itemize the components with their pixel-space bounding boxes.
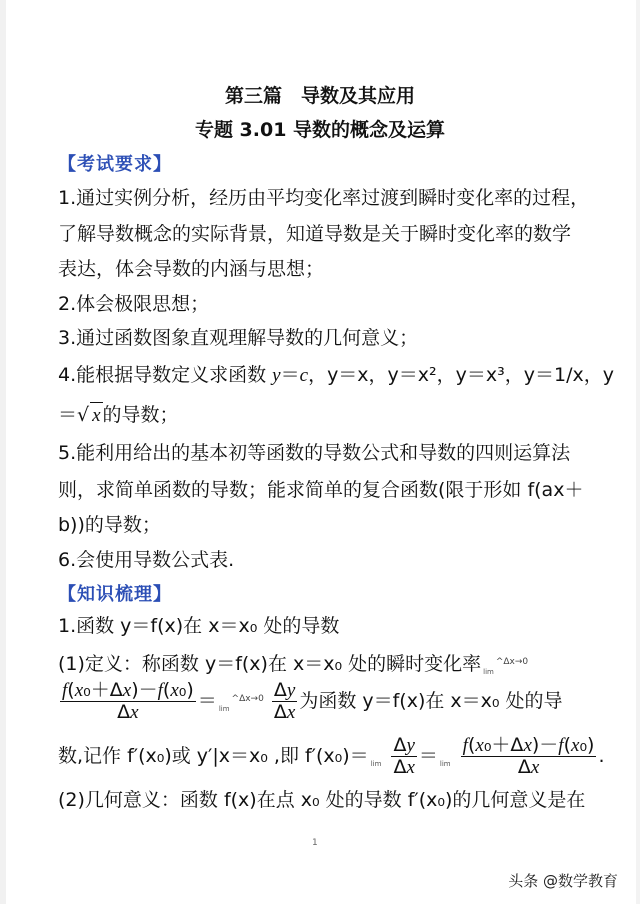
- k1-definition-text: (1)定义：称函数 y＝f(x)在 x＝x₀ 处的瞬时变化率: [58, 653, 482, 675]
- req5-line1: 5.能利用给出的基本初等函数的导数公式和导数的四则运算法: [58, 442, 571, 464]
- delta-x-to-zero: ^Δx→0: [495, 657, 529, 667]
- req4-line2: [58, 402, 179, 428]
- chapter-title: 第三篇 导数及其应用: [224, 85, 415, 107]
- req4-prefix: 4.能根据导数定义求函数: [58, 364, 273, 386]
- k1-geometric-meaning: (2)几何意义：函数 f(x)在点 x₀ 处的导数 f′(x₀)的几何意义是在: [58, 789, 586, 811]
- page-number: 1: [312, 838, 318, 848]
- k1-definition-line2: $\frac{\text{f(x₀＋Δx)－f(x₀)}}{\Delta x}$ ＝ $_{lim}^{\^{}\Delta x\to 0}$ $\frac{\Delta y}{\Delta x}$ 为函数 y＝f(x)在 x＝x₀ 处的导: [62, 679, 563, 723]
- watermark: [504, 868, 622, 893]
- req5-line2: 则，求简单函数的导数；能求简单的复合函数(限于形如 f(ax＋: [58, 479, 584, 501]
- req5-line3: b))的导数；: [58, 514, 161, 536]
- watermark-text: 头条 @数学教育: [508, 872, 618, 890]
- delta-x-to-zero-2: ^Δx→0: [231, 694, 264, 704]
- req2-line: 2.体会极限思想；: [58, 293, 210, 315]
- lim-mark-3: lim: [370, 760, 382, 768]
- req1-line2: 了解导数概念的实际背景，知道导数是关于瞬时变化率的数学: [58, 223, 572, 245]
- lim-mark: lim: [483, 668, 494, 676]
- req3-line: 3.通过函数图象直观理解导数的几何意义；: [58, 327, 419, 349]
- k1-notation-text: 数,记作 f′(x₀)或 y′|x＝x₀ ,即 f′(x₀)＝: [58, 745, 369, 767]
- delta-y-over-delta-x-2: $\frac{\Delta y}{\Delta x}$: [393, 734, 415, 778]
- req4-function-list: ，y＝x，y＝x²，y＝x³，y＝1/x，y: [308, 364, 614, 386]
- req6-line: 6.会使用导数公式表.: [58, 549, 235, 571]
- req4-y: y: [272, 365, 281, 386]
- req1-line1: 1.通过实例分析，经历由平均变化率过渡到瞬时变化率的过程，: [58, 187, 590, 209]
- req4-sqrt-expr: ＝√ x: [58, 404, 101, 426]
- k1-definition-line3: 数,记作 f′(x₀)或 y′|x＝x₀ ,即 f′(x₀)＝ $_{lim}$ $\frac{\Delta y}{\Delta x}$ ＝ $_{lim}$ $\frac{\text{f(x₀＋Δx)－f(x₀)}}{\Delta x}$ .: [58, 734, 605, 778]
- req4-line1: [58, 363, 614, 388]
- difference-quotient-2: $\frac{\text{f(x₀＋Δx)－f(x₀)}}{\Delta x}$: [462, 734, 595, 778]
- k1-title: 1.函数 y＝f(x)在 x＝x₀ 处的导数: [58, 615, 340, 637]
- k1-definition-line1: [58, 650, 528, 684]
- difference-quotient: $\frac{\text{f(x₀＋Δx)－f(x₀)}}{\Delta x}$: [62, 679, 194, 723]
- section-knowledge: 【知识梳理】: [58, 584, 172, 605]
- req4-equals: ＝: [280, 364, 300, 386]
- req4-c: c: [299, 365, 309, 386]
- delta-y-over-delta-x: $\frac{\Delta y}{\Delta x}$: [273, 679, 296, 723]
- topic-title: 专题 3.01 导数的概念及运算: [194, 119, 446, 141]
- k1-definition-tail: 为函数 y＝f(x)在 x＝x₀ 处的导: [299, 690, 563, 712]
- req1-line3: 表达，体会导数的内涵与思想；: [58, 258, 325, 280]
- lim-mark-4: lim: [439, 760, 451, 768]
- section-exam-requirements: 【考试要求】: [58, 154, 172, 175]
- req4-suffix: 的导数；: [102, 404, 179, 426]
- lim-mark-2: lim: [218, 705, 230, 713]
